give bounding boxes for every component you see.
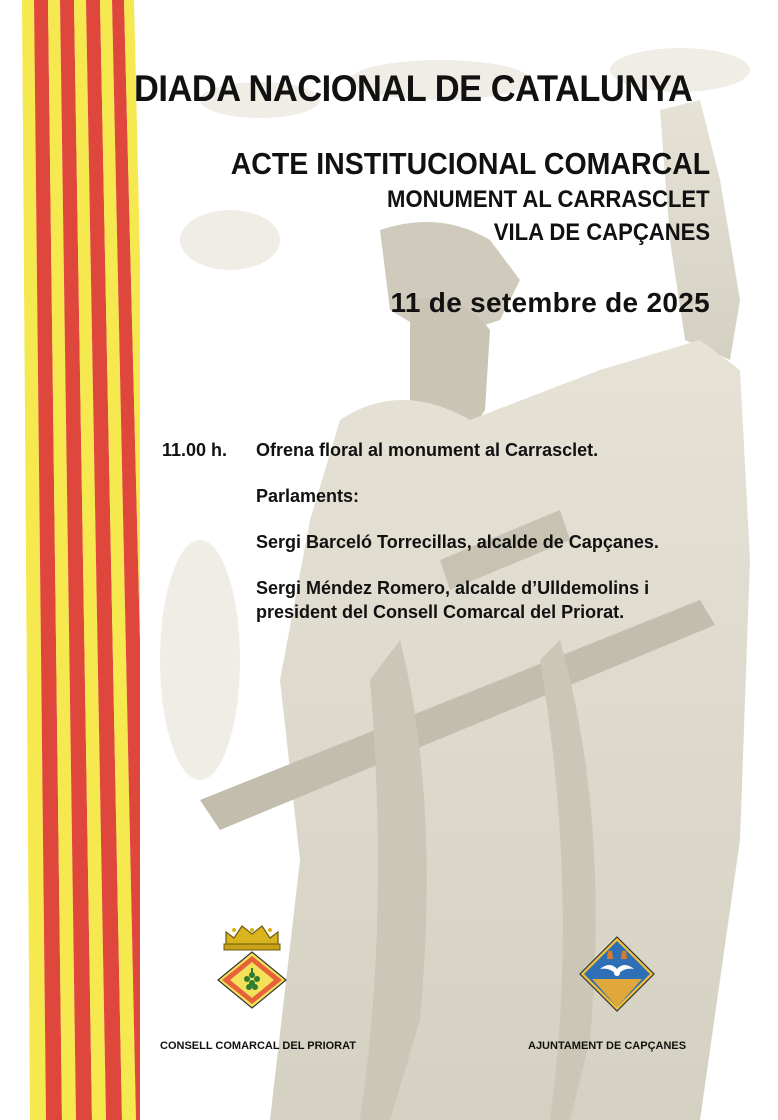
village-line: VILA DE CAPÇANES <box>493 219 710 246</box>
program-time: 11.00 h. <box>162 440 228 460</box>
event-date: 11 de setembre de 2025 <box>390 287 710 318</box>
consell-comarcal-label: CONSELL COMARCAL DEL PRIORAT <box>160 1040 356 1052</box>
capcanes-label: AJUNTAMENT DE CAPÇANES <box>528 1040 687 1052</box>
program-item-offering: Ofrena floral al monument al Carrasclet. <box>256 440 599 460</box>
speaker-2-line-1: Sergi Méndez Romero, alcalde d’Ulldemolins i <box>256 578 650 598</box>
consell-comarcal-logo-icon <box>212 920 292 1012</box>
senyera-stripes <box>0 0 160 1120</box>
speaker-2-line-2: president del Consell Comarcal del Priorat. <box>256 602 625 622</box>
event-subtitle: ACTE INSTITUCIONAL COMARCAL <box>230 146 710 181</box>
speaker-1: Sergi Barceló Torrecillas, alcalde de Capçanes. <box>256 532 659 552</box>
monument-line: MONUMENT AL CARRASCLET <box>387 186 710 213</box>
speeches-label: Parlaments: <box>256 486 360 506</box>
main-title: DIADA NACIONAL DE CATALUNYA <box>134 68 693 109</box>
capcanes-logo-icon <box>578 935 656 1013</box>
